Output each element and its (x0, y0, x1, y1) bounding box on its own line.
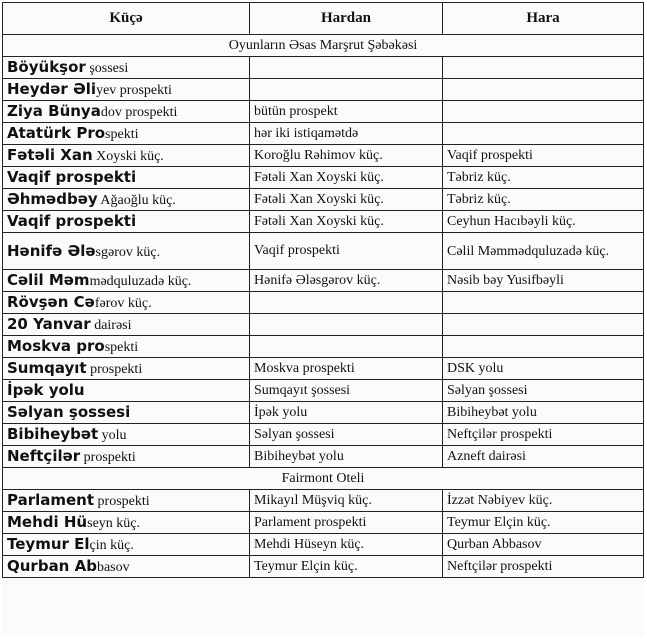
table-body (3, 35, 644, 578)
from-cell (250, 314, 443, 336)
table-row (3, 424, 644, 446)
street-cell (3, 402, 250, 424)
street-cell (3, 211, 250, 233)
routes-table (2, 2, 644, 578)
street-name-rest: sgərov küç. (95, 244, 161, 260)
from-cell: Parlament prospekti (250, 512, 443, 534)
street-name-bold: Sumqayıt (7, 359, 87, 377)
table-row (3, 167, 644, 189)
from-cell: Vaqif prospekti (250, 233, 443, 270)
to-cell: Qurban Abbasov (443, 534, 644, 556)
street-cell (3, 314, 250, 336)
street-cell (3, 101, 250, 123)
street-name-bold: Əhmədbəy (7, 190, 98, 208)
table-row (3, 233, 644, 270)
street-name-bold: İpək yolu (7, 381, 85, 399)
street-cell (3, 556, 250, 578)
from-cell (250, 57, 443, 79)
to-cell (443, 79, 644, 101)
street-name-rest: yev prospekti (96, 83, 172, 98)
street-name-bold: Böyükşor (7, 58, 86, 76)
street-name-bold: Cəlil Məm (7, 271, 90, 289)
table-row (3, 556, 644, 578)
to-cell: Neftçilər prospekti (443, 556, 644, 578)
to-cell: Təbriz küç. (443, 189, 644, 211)
from-cell: Fətəli Xan Xoyski küç. (250, 189, 443, 211)
from-cell: Fətəli Xan Xoyski küç. (250, 167, 443, 189)
section-title: Fairmont Oteli (3, 468, 644, 490)
street-name-bold: 20 Yanvar (7, 315, 91, 333)
table-row (3, 512, 644, 534)
street-name-bold: Heydər Əli (7, 80, 97, 98)
to-cell: Teymur Elçin küç. (443, 512, 644, 534)
street-name-rest: Ağaoğlu küç. (97, 193, 176, 208)
from-cell: Mehdi Hüseyn küç. (250, 534, 443, 556)
street-cell (3, 336, 250, 358)
street-name-rest: seyn küç. (87, 516, 141, 531)
from-cell: Koroğlu Rəhimov küç. (250, 145, 443, 167)
street-cell (3, 233, 250, 270)
table-row (3, 123, 644, 145)
street-cell (3, 446, 250, 468)
table-row (3, 57, 644, 79)
street-cell (3, 167, 250, 189)
street-cell (3, 145, 250, 167)
street-name-rest: fərov küç. (94, 296, 152, 311)
to-cell: Səlyan şossesi (443, 380, 644, 402)
street-name-bold: Bibiheybət (7, 425, 99, 443)
table-row (3, 292, 644, 314)
to-cell (443, 123, 644, 145)
from-cell: hər iki istiqamətdə (250, 123, 443, 145)
from-cell: bütün prospekt (250, 101, 443, 123)
to-cell (443, 292, 644, 314)
section-row (3, 468, 644, 490)
section-title: Oyunların Əsas Marşrut Şəbəkəsi (3, 35, 644, 57)
street-name-rest: mədquluzadə küç. (89, 274, 192, 289)
street-name-rest: dairəsi (90, 318, 132, 333)
table-row (3, 101, 644, 123)
street-name-rest: dov prospekti (100, 105, 178, 120)
street-cell (3, 292, 250, 314)
street-cell (3, 490, 250, 512)
table-row (3, 270, 644, 292)
street-name-rest: spekti (104, 340, 139, 355)
from-cell: Mikayıl Müşviq küç. (250, 490, 443, 512)
street-name-rest: prospekti (80, 450, 136, 465)
street-name-bold: Fətəli Xan (7, 146, 93, 164)
street-name-rest: yolu (98, 428, 127, 443)
street-name-bold: Neftçilər (7, 447, 81, 465)
street-name-bold: Səlyan şossesi (7, 403, 131, 421)
to-cell: Nəsib bəy Yusifbəyli (443, 270, 644, 292)
street-cell (3, 424, 250, 446)
street-cell (3, 358, 250, 380)
table-row (3, 490, 644, 512)
from-cell: Hənifə Ələsgərov küç. (250, 270, 443, 292)
to-cell (443, 336, 644, 358)
street-name-rest: basov (96, 560, 130, 575)
section-row (3, 35, 644, 57)
to-cell: Bibiheybət yolu (443, 402, 644, 424)
street-name-rest: Xoyski küç. (92, 149, 164, 164)
to-cell-text: Cəlil Məmmədquluzadə küç. (447, 243, 610, 259)
to-cell (443, 314, 644, 336)
street-cell (3, 123, 250, 145)
street-name-rest: prospekti (94, 494, 150, 509)
street-name-bold: Qurban Ab (7, 557, 97, 575)
street-name-bold: Rövşən Cə (7, 293, 95, 311)
table-row (3, 79, 644, 101)
to-cell: Vaqif prospekti (443, 145, 644, 167)
header-to: Hara (443, 3, 644, 35)
street-cell (3, 534, 250, 556)
street-name-bold: Moskva pro (7, 337, 105, 355)
to-cell (443, 233, 644, 270)
table-row (3, 336, 644, 358)
table-row (3, 446, 644, 468)
street-name-rest: prospekti (86, 362, 143, 377)
street-cell (3, 270, 250, 292)
from-cell (250, 292, 443, 314)
table-row (3, 314, 644, 336)
street-cell (3, 512, 250, 534)
street-name-bold: Hənifə Ələ (7, 241, 96, 260)
to-cell: Neftçilər prospekti (443, 424, 644, 446)
table-row (3, 358, 644, 380)
to-cell (443, 101, 644, 123)
from-cell (250, 79, 443, 101)
to-cell: Ceyhun Hacıbəyli küç. (443, 211, 644, 233)
from-cell: Fətəli Xan Xoyski küç. (250, 211, 443, 233)
from-cell: İpək yolu (250, 402, 443, 424)
street-cell (3, 79, 250, 101)
header-from: Hardan (250, 3, 443, 35)
street-cell (3, 380, 250, 402)
from-cell: Teymur Elçin küç. (250, 556, 443, 578)
street-name-bold: Ziya Bünya (7, 102, 101, 120)
street-cell (3, 57, 250, 79)
from-cell: Moskva prospekti (250, 358, 443, 380)
street-name-bold: Teymur El (7, 535, 90, 553)
from-cell: Səlyan şossesi (250, 424, 443, 446)
table-row (3, 145, 644, 167)
document-page (2, 2, 645, 637)
table-row (3, 211, 644, 233)
street-cell (3, 189, 250, 211)
to-cell: Azneft dairəsi (443, 446, 644, 468)
to-cell: Təbriz küç. (443, 167, 644, 189)
table-header-row (3, 3, 644, 35)
table-row (3, 402, 644, 424)
to-cell: İzzət Nəbiyev küç. (443, 490, 644, 512)
table-row (3, 534, 644, 556)
street-name-bold: Vaqif prospekti (7, 168, 137, 186)
street-name-rest: şossesi (85, 61, 129, 76)
from-cell (250, 336, 443, 358)
street-name-rest: çin küç. (89, 538, 134, 553)
header-street: Küçə (3, 3, 250, 35)
street-name-bold: Atatürk Pro (7, 124, 106, 142)
street-name-rest: spekti (105, 127, 139, 142)
to-cell (443, 57, 644, 79)
street-name-bold: Vaqif prospekti (7, 212, 137, 230)
from-cell: Bibiheybət yolu (250, 446, 443, 468)
from-cell: Sumqayıt şossesi (250, 380, 443, 402)
table-row (3, 189, 644, 211)
street-name-bold: Mehdi Hü (7, 513, 88, 531)
table-row (3, 380, 644, 402)
street-name-bold: Parlament (7, 491, 95, 509)
to-cell: DSK yolu (443, 358, 644, 380)
